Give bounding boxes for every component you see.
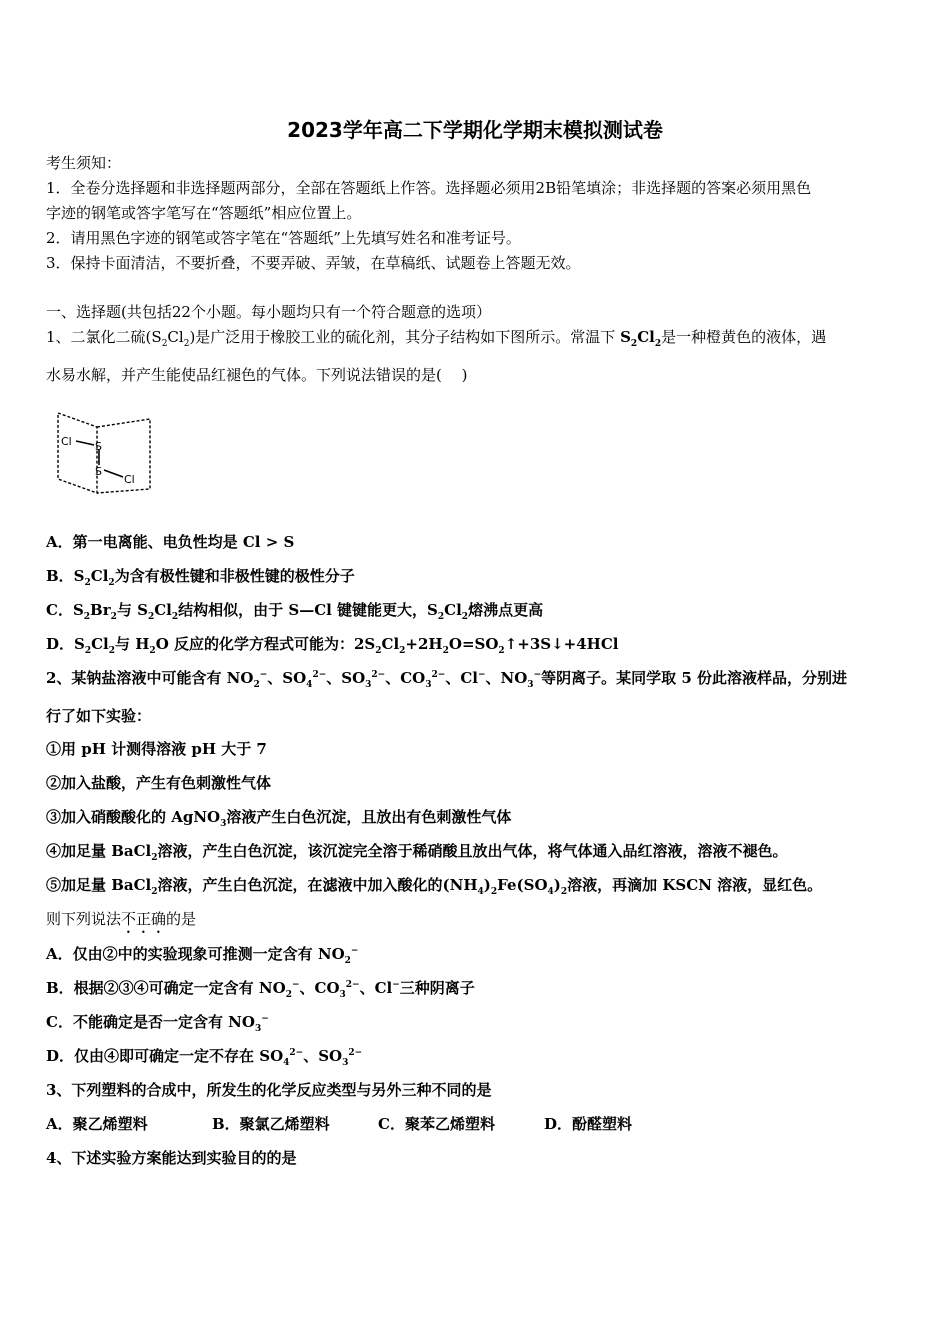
q1-option-c: C．$S_2Br_2$与 $S_2Cl_2$结构相似，由于 S—Cl 键键能更大，$S_2Cl_2$熔沸点更高 [46, 601, 544, 622]
q2-option-a: A．仅由②中的实验现象可推测一定含有 $NO_2^-$ [46, 945, 359, 966]
diagram-left-plane [58, 413, 97, 493]
q3-options [46, 1114, 632, 1134]
q1-stem-line1: 1、二氯化二硫$(S_2Cl_2)$是广泛用于橡胶工业的硫化剂，其分子结构如下图所示。常温下 $S_2Cl_2$是一种橙黄色的液体，遇 [46, 328, 827, 349]
q2-experiment-3: ③加入硝酸酸化的 AgNO$_3$溶液产生白色沉淀，且放出有色刺激性气体 [46, 808, 512, 829]
diagram-cl-atom-2: Cl [124, 473, 135, 486]
notice-item-1b: 字迹的钢笔或答字笔写在“答题纸”相应位置上。 [46, 204, 362, 222]
notice-item-3: 3．保持卡面清洁，不要折叠，不要弄破、弄皱，在草稿纸、试题卷上答题无效。 [46, 254, 581, 272]
q3-option-a: A．聚乙烯塑料 [46, 1115, 148, 1133]
q2-question: 则下列说法不正确的是 [46, 910, 197, 928]
q3-stem: 3、下列塑料的合成中，所发生的化学反应类型与另外三种不同的是 [46, 1081, 492, 1099]
notice-item-2: 2．请用黑色字迹的钢笔或答字笔在“答题纸”上先填写姓名和准考证号。 [46, 229, 521, 247]
q2-option-b: B．根据②③④可确定一定含有 $NO_2^-$、$CO_3^{2-}$、Cl−三种阴离子 [46, 979, 475, 1000]
q2-stem-line1: 2、某钠盐溶液中可能含有 $NO_2^-$、$SO_4^{2-}$、$SO_3^{2-}$、$CO_3^{2-}$、Cl−、$NO_3^-$等阴离子。某同学取 5 份此溶液样品，分别进 [46, 669, 847, 690]
q1-option-a: A．第一电离能、电负性均是 Cl > S [46, 533, 295, 551]
q2-option-d: D．仅由④即可确定一定不存在 $SO_4^{2-}$、$SO_3^{2-}$ [46, 1047, 363, 1068]
diagram-s-atom-1: S [95, 440, 102, 453]
q1-stem-line2: 水易水解，并产生能使品红褪色的气体。下列说法错误的是( ) [46, 366, 468, 384]
q3-option-c: C．聚苯乙烯塑料 [378, 1115, 495, 1133]
diagram-s-atom-2: S [95, 465, 102, 478]
emphasis-not-correct: 不正确 [121, 910, 167, 928]
q2-stem-line2: 行了如下实验： [46, 707, 152, 725]
q2-option-c: C．不能确定是否一定含有 $NO_3^-$ [46, 1013, 269, 1034]
diagram-cl-atom-1: Cl [61, 435, 72, 448]
q4-stem: 4、下述实验方案能达到实验目的的是 [46, 1149, 297, 1167]
q3-option-d: D．酚醛塑料 [544, 1115, 633, 1133]
diagram-s-cl-bond-2 [104, 470, 123, 477]
section-heading: 一、选择题(共包括22个小题。每小题均只有一个符合题意的选项） [46, 303, 491, 321]
q2-experiment-2: ②加入盐酸，产生有色刺激性气体 [46, 774, 272, 792]
q1-option-b: B．$S_2Cl_2$为含有极性键和非极性键的极性分子 [46, 567, 355, 588]
page-title: 2023学年高二下学期化学期末模拟测试卷 [287, 118, 663, 142]
q3-option-b: B．聚氯乙烯塑料 [212, 1115, 330, 1133]
diagram-cl-s-bond-1 [76, 441, 94, 445]
q1-option-d: D．$S_2Cl_2$与 $H_2O$ 反应的化学方程式可能为：$2S_2Cl_2+2H_2O=SO_2↑+3S↓+4HCl$ [46, 635, 619, 656]
q2-experiment-1: ①用 pH 计测得溶液 pH 大于 7 [46, 740, 267, 758]
s2cl2-structure-diagram [50, 405, 160, 500]
q2-experiment-4: ④加足量 BaCl$_2$溶液，产生白色沉淀，该沉淀完全溶于稀硝酸且放出气体，将气体通入品红溶液，溶液不褪色。 [46, 842, 788, 863]
notice-item-1: 1．全卷分选择题和非选择题两部分，全部在答题纸上作答。选择题必须用2B铅笔填涂；非选择题的答案必须用黑色 [46, 179, 812, 197]
q2-experiment-5: ⑤加足量 BaCl$_2$溶液，产生白色沉淀，在滤液中加入酸化的$(NH_4)_2Fe(SO_4)_2$溶液，再滴加 KSCN 溶液，显红色。 [46, 876, 823, 897]
notice-heading: 考生须知： [46, 154, 122, 172]
